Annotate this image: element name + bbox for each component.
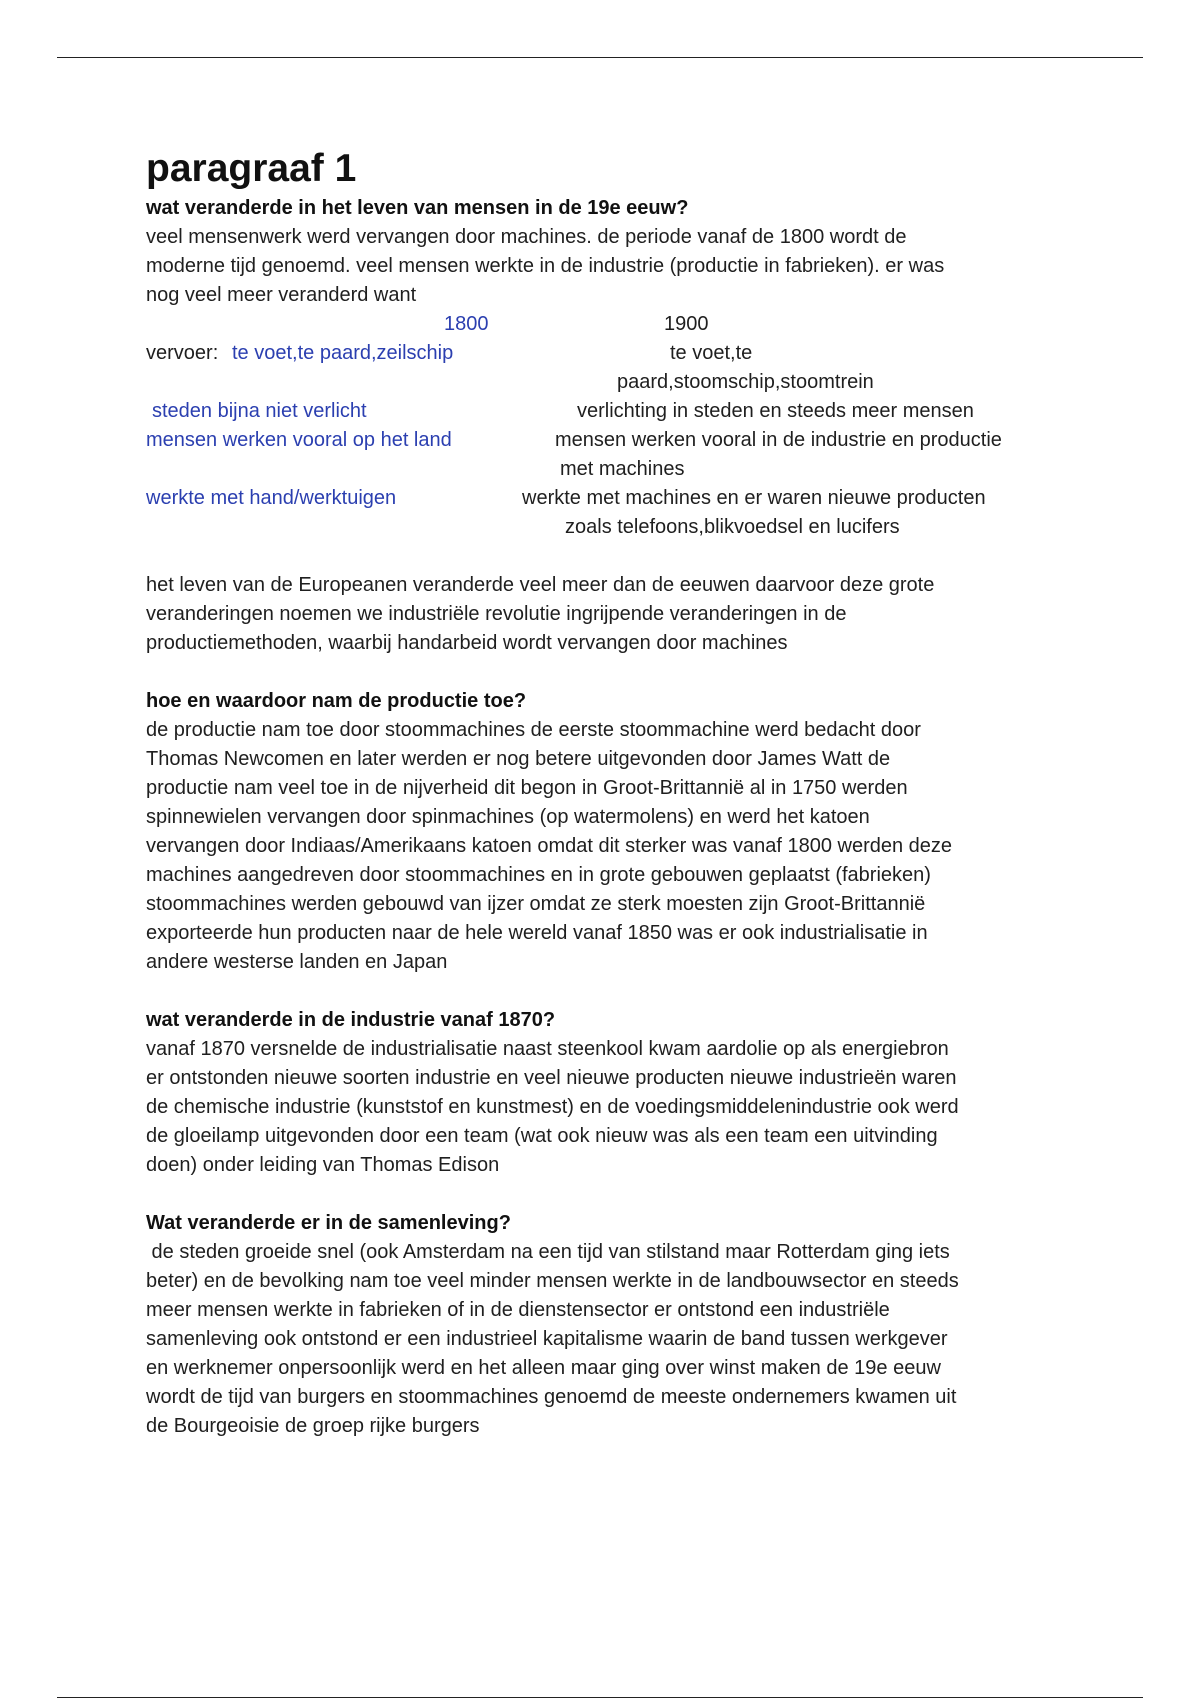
paragraph-line: er ontstonden nieuwe soorten industrie en veel nieuwe producten nieuwe industrieën waren — [146, 1067, 957, 1089]
paragraph-line: machines aangedreven door stoommachines en in grote gebouwen geplaatst (fabrieken) — [146, 864, 931, 886]
paragraph-line: Thomas Newcomen en later werden er nog betere uitgevonden door James Watt de — [146, 748, 891, 770]
paragraph-line: vervangen door Indiaas/Amerikaans katoen omdat dit sterker was vanaf 1800 werden deze — [146, 835, 953, 857]
paragraph-line: spinnewielen vervangen door spinmachines (op watermolens) en werd het katoen — [146, 806, 870, 828]
section-productie — [146, 687, 1066, 977]
cell-1900-werk-cont: met machines — [560, 458, 685, 480]
paragraph-line: de chemische industrie (kunststof en kunstmest) en de voedingsmiddelenindustrie ook werd — [146, 1096, 959, 1118]
section-19e-eeuw — [146, 194, 1066, 658]
paragraph-line: het leven van de Europeanen veranderde veel meer dan de eeuwen daarvoor deze grote — [146, 574, 935, 596]
paragraph-line: en werknemer onpersoonlijk werd en het alleen maar ging over winst maken de 19e eeuw — [146, 1357, 941, 1379]
paragraph-line: exporteerde hun producten naar de hele wereld vanaf 1850 was er ook industrialisatie in — [146, 922, 928, 944]
paragraph-line: nog veel meer veranderd want — [146, 284, 417, 306]
comparison-table — [146, 310, 1066, 542]
paragraph-line: de steden groeide snel (ook Amsterdam na een tijd van stilstand maar Rotterdam ging iets — [146, 1241, 950, 1263]
section-heading: hoe en waardoor nam de productie toe? — [146, 690, 527, 712]
paragraph-line: de Bourgeoisie de groep rijke burgers — [146, 1415, 480, 1437]
cell-1800-vervoer: te voet,te paard,zeilschip — [232, 342, 454, 364]
cell-1800-werktuigen: werkte met hand/werktuigen — [146, 487, 397, 509]
paragraph-line: wordt de tijd van burgers en stoommachines genoemd de meeste ondernemers kwamen uit — [146, 1386, 957, 1408]
page-title: paragraaf 1 — [146, 147, 357, 190]
paragraph-line: stoommachines werden gebouwd van ijzer omdat ze sterk moesten zijn Groot-Brittannië — [146, 893, 926, 915]
cell-1900-werk: mensen werken vooral in de industrie en productie — [555, 429, 1002, 451]
cell-1800-verlichting: steden bijna niet verlicht — [152, 400, 367, 422]
column-header-1900: 1900 — [664, 313, 709, 335]
cell-1900-vervoer: te voet,te — [670, 342, 753, 364]
paragraph-line: vanaf 1870 versnelde de industrialisatie naast steenkool kwam aardolie op als energiebron — [146, 1038, 949, 1060]
cell-1800-werk: mensen werken vooral op het land — [146, 429, 452, 451]
top-rule — [57, 57, 1143, 58]
paragraph-line: productiemethoden, waarbij handarbeid wordt vervangen door machines — [146, 632, 788, 654]
document-body — [146, 146, 1066, 1441]
section-samenleving — [146, 1209, 1066, 1441]
row-label-vervoer: vervoer: — [146, 342, 219, 364]
paragraph-line: beter) en de bevolking nam toe veel minder mensen werkte in de landbouwsector en steeds — [146, 1270, 959, 1292]
cell-1900-werktuigen: werkte met machines en er waren nieuwe producten — [522, 487, 986, 509]
cell-1900-vervoer-cont: paard,stoomschip,stoomtrein — [617, 371, 874, 393]
paragraph-line: doen) onder leiding van Thomas Edison — [146, 1154, 500, 1176]
paragraph-line: de productie nam toe door stoommachines de eerste stoommachine werd bedacht door — [146, 719, 921, 741]
revolutie-paragraph — [146, 571, 1066, 658]
section-heading: wat veranderde in het leven van mensen in de 19e eeuw? — [146, 197, 689, 219]
column-header-1800: 1800 — [444, 313, 489, 335]
paragraph-line: samenleving ook ontstond er een industrieel kapitalisme waarin de band tussen werkgever — [146, 1328, 948, 1350]
bottom-rule — [57, 1697, 1143, 1698]
cell-1900-werktuigen-cont: zoals telefoons,blikvoedsel en lucifers — [565, 516, 900, 538]
paragraph-line: veel mensenwerk werd vervangen door machines. de periode vanaf de 1800 wordt de — [146, 226, 907, 248]
paragraph-line: de gloeilamp uitgevonden door een team (wat ook nieuw was als een team een uitvinding — [146, 1125, 938, 1147]
paragraph-line: meer mensen werkte in fabrieken of in de dienstensector er ontstond een industriële — [146, 1299, 890, 1321]
paragraph-line: veranderingen noemen we industriële revolutie ingrijpende veranderingen in de — [146, 603, 847, 625]
paragraph-line: moderne tijd genoemd. veel mensen werkte in de industrie (productie in fabrieken). er was — [146, 255, 945, 277]
section-industrie-1870 — [146, 1006, 1066, 1180]
section-heading: wat veranderde in de industrie vanaf 1870? — [146, 1009, 556, 1031]
paragraph-line: productie nam veel toe in de nijverheid dit begon in Groot-Brittannië al in 1750 werden — [146, 777, 908, 799]
cell-1900-verlichting: verlichting in steden en steeds meer mensen — [577, 400, 974, 422]
paragraph-line: andere westerse landen en Japan — [146, 951, 448, 973]
section-heading: Wat veranderde er in de samenleving? — [146, 1212, 511, 1234]
